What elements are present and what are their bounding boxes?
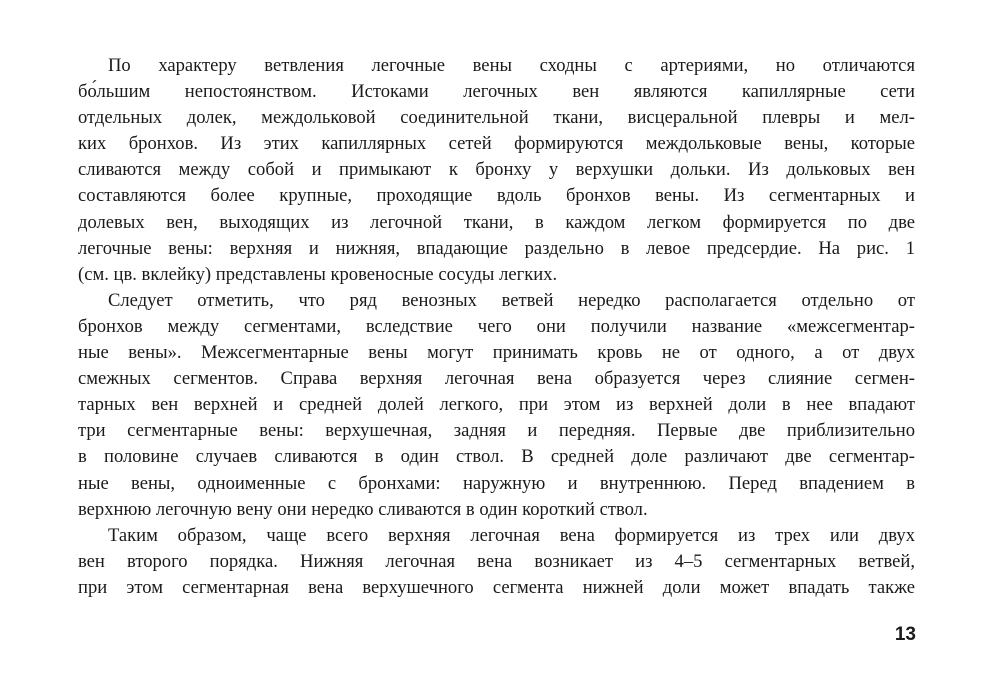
text-line: смежных сегментов. Справа верхняя легочная вена образуется через слияние сегмен- bbox=[78, 368, 915, 390]
text-line: сливаются между собой и примыкают к бронху у верхушки дольки. Из дольковых вен bbox=[78, 159, 915, 181]
text-line: три сегментарные вены: верхушечная, задняя и передняя. Первые две приблизительно bbox=[78, 420, 915, 442]
body-text bbox=[78, 53, 915, 601]
text-line: бо́льшим непостоянством. Истоками легочных вен являются капиллярные сети bbox=[78, 81, 915, 103]
text-line: По характеру ветвления легочные вены сходны с артериями, но отличаются bbox=[108, 55, 915, 76]
text-line: в половине случаев сливаются в один ствол. В средней доле различают две сегментар- bbox=[78, 446, 915, 468]
text-line: ких бронхов. Из этих капиллярных сетей формируются междольковые вены, которые bbox=[78, 133, 915, 155]
paragraph-1 bbox=[78, 53, 915, 288]
text-line: ные вены, одноименные с бронхами: наружную и внутреннюю. Перед впадением в bbox=[78, 472, 915, 494]
text-line: Таким образом, чаще всего верхняя легочная вена формируется из трех или двух bbox=[108, 524, 915, 546]
text-line: (см. цв. вклейку) представлены кровеносные сосуды легких. bbox=[78, 263, 558, 285]
text-line: легочные вены: верхняя и нижняя, впадающие раздельно в левое предсердие. На рис. 1 bbox=[78, 237, 915, 259]
text-line: при этом сегментарная вена верхушечного сегмента нижней доли может впадать также bbox=[78, 576, 915, 598]
paragraph-2 bbox=[78, 288, 915, 523]
text-line: Следует отметить, что ряд венозных ветвей нередко располагается отдельно от bbox=[108, 289, 915, 311]
text-line: долевых вен, выходящих из легочной ткани, в каждом легком формируется по две bbox=[78, 211, 915, 233]
text-line: верхнюю легочную вену они нередко сливаются в один короткий ствол. bbox=[78, 498, 648, 520]
page-number: 13 bbox=[894, 624, 916, 645]
paragraph-3 bbox=[78, 523, 915, 601]
text-line: бронхов между сегментами, вследствие чего они получили название «межсегментар- bbox=[78, 315, 915, 337]
text-line: ные вены». Межсегментарные вены могут принимать кровь не от одного, а от двух bbox=[78, 342, 915, 364]
text-line: составляются более крупные, проходящие вдоль бронхов вены. Из сегментарных и bbox=[78, 185, 915, 207]
text-line: вен второго порядка. Нижняя легочная вена возникает из 4–5 сегментарных ветвей, bbox=[78, 550, 915, 572]
text-line: тарных вен верхней и средней долей легкого, при этом из верхней доли в нее впадают bbox=[78, 394, 915, 416]
text-line: отдельных долек, междольковой соединительной ткани, висцеральной плевры и мел- bbox=[78, 107, 915, 129]
